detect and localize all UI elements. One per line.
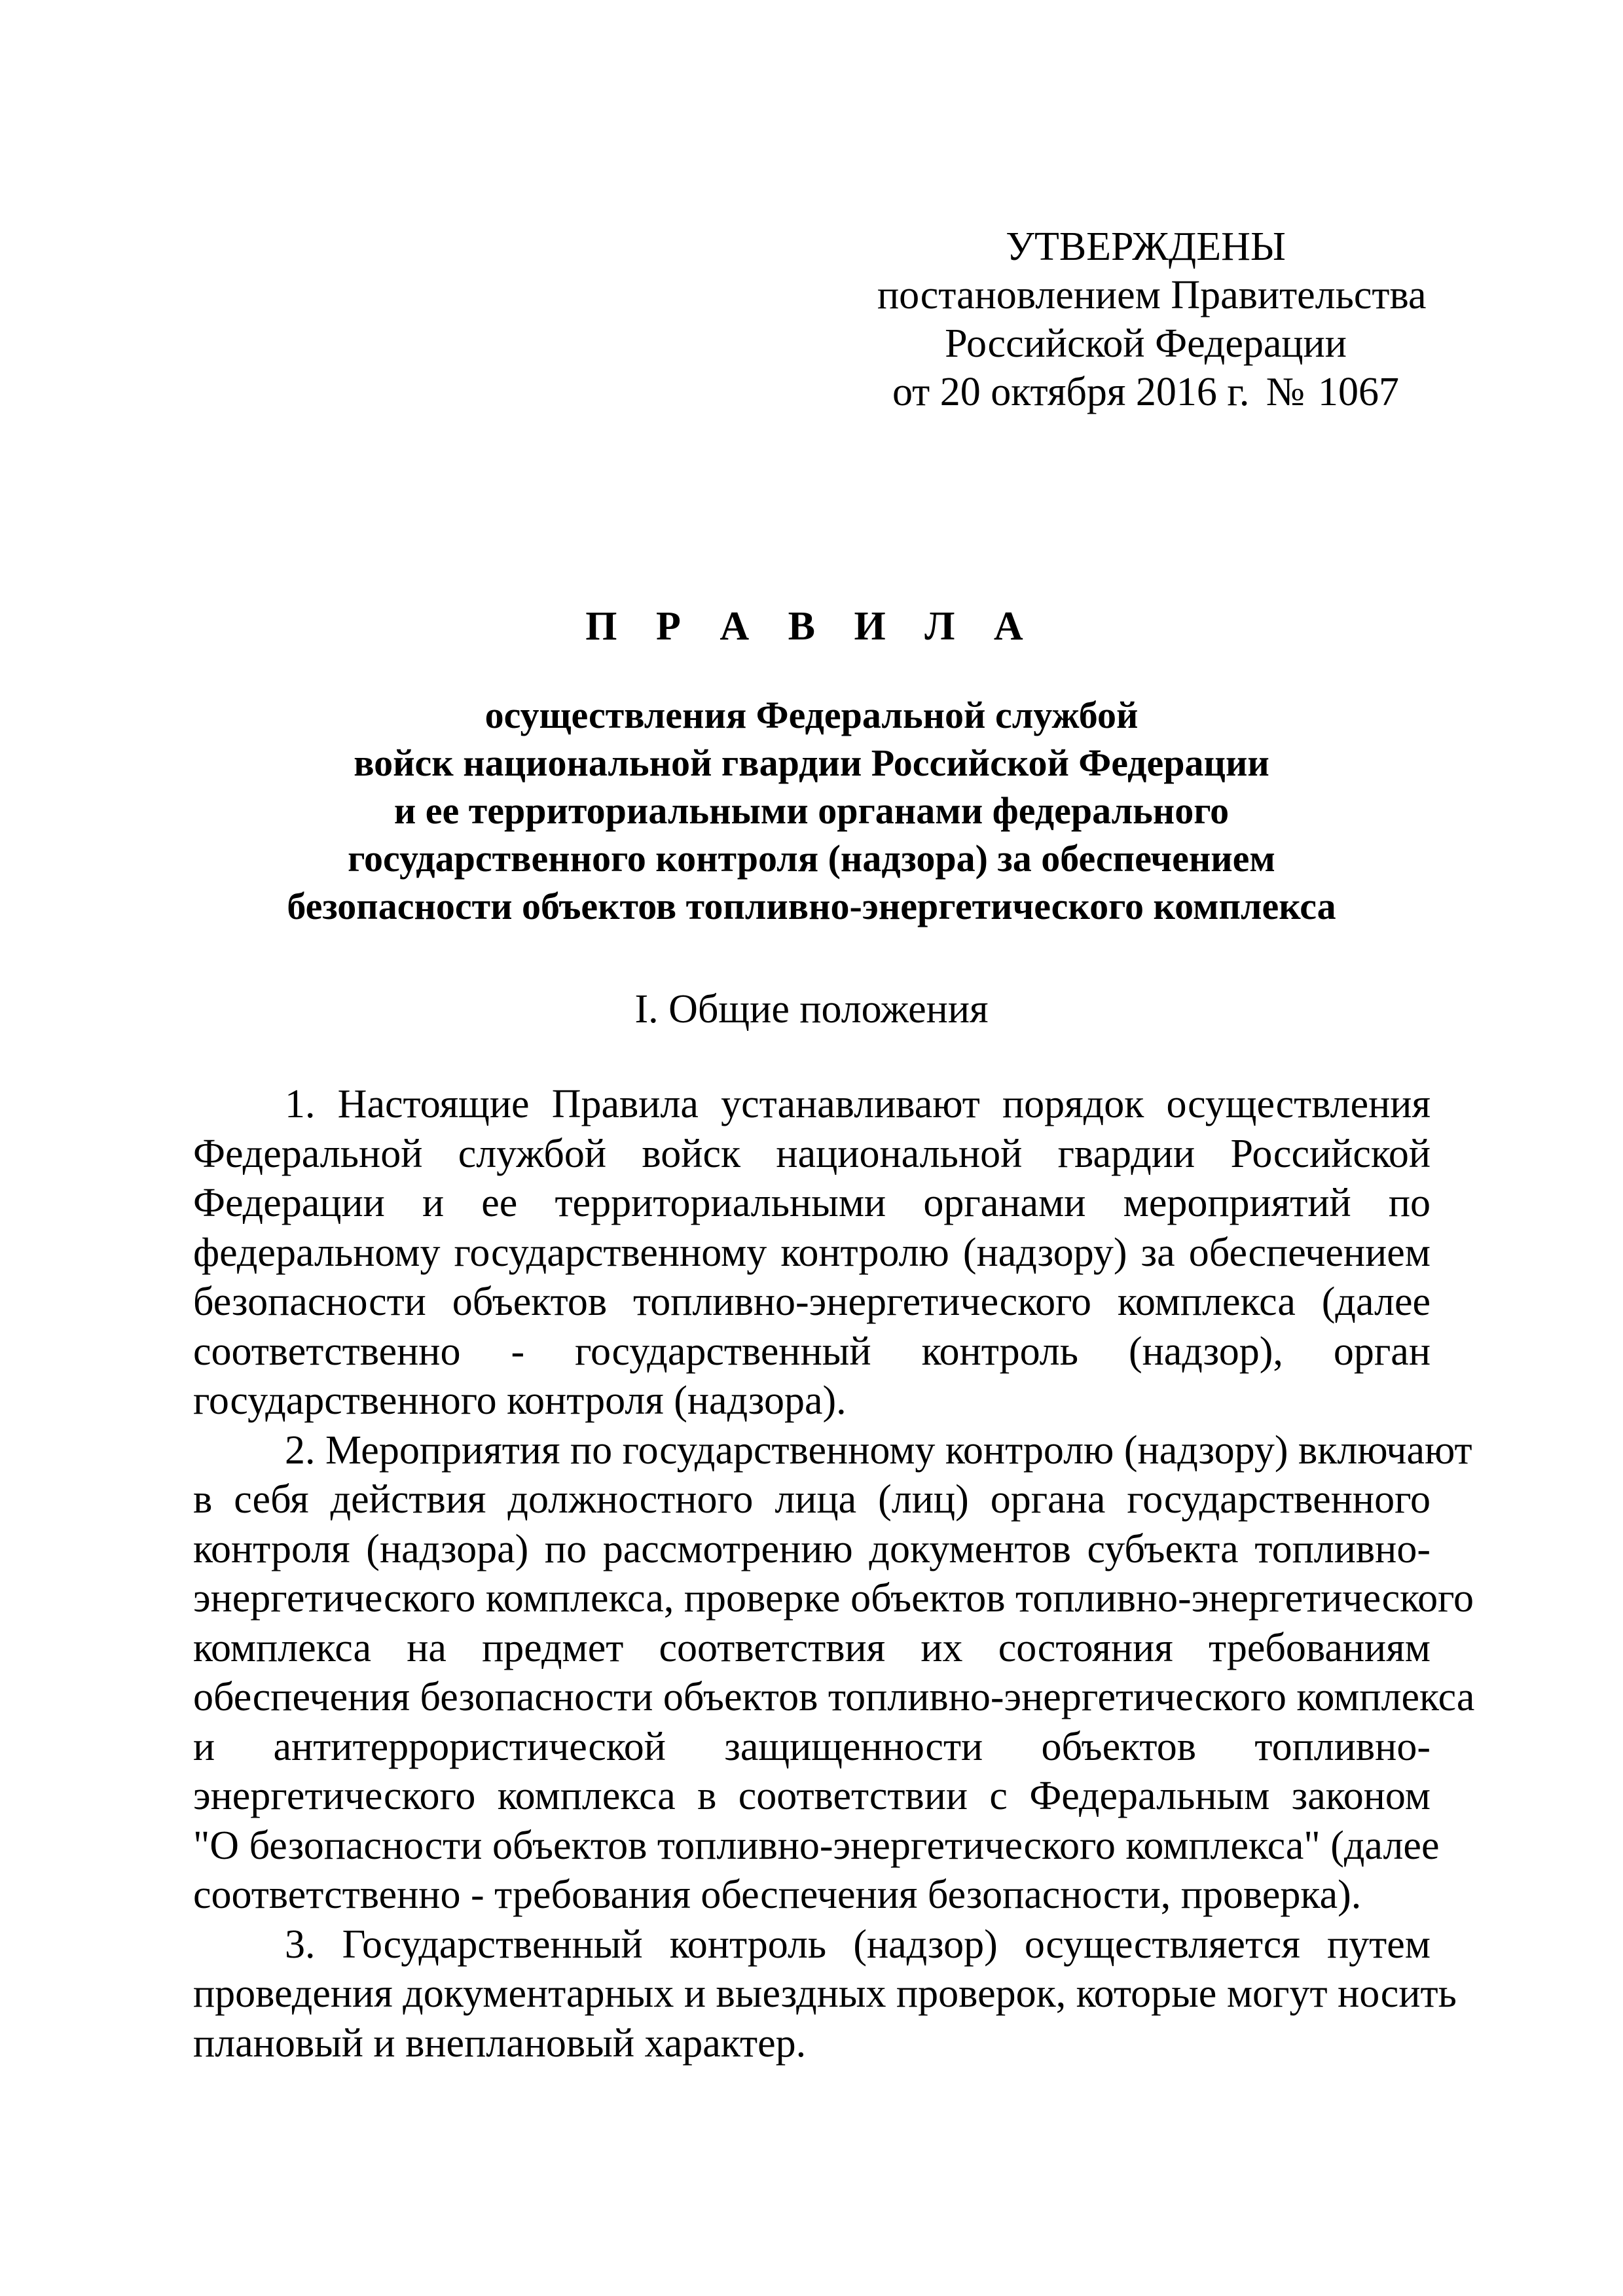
text-line: контроля (надзора) по рассмотрению документов субъекта топливно- [193,1526,1431,1571]
text-line: соответственно - государственный контроль (надзор), орган [193,1329,1431,1374]
approval-date-line [877,368,1414,416]
text-line: государственного контроля (надзора). [193,1378,847,1423]
text-line: безопасности объектов топливно-энергетического комплекса (далее [193,1280,1431,1324]
approval-line-2: Российской Федерации [945,321,1347,366]
subtitle-line: и ее территориальными органами федерального [393,789,1230,832]
approval-title: УТВЕРЖДЕНЫ [1006,224,1286,269]
paragraph-1 [193,1080,1431,1426]
text-line: Федеральной службой войск национальной гвардии Российской [193,1131,1431,1176]
text-line: в себя действия должностного лица (лиц) органа государственного [193,1477,1431,1522]
paragraph-3 [193,1920,1457,2069]
section-heading: I. Общие положения [634,987,989,1031]
approval-date: от 20 октября 2016 г. [892,370,1250,414]
text-line: федеральному государственному контролю (надзору) за обеспечением [193,1230,1431,1275]
subtitle-line: государственного контроля (надзора) за обеспечением [348,837,1275,880]
subtitle-line: безопасности объектов топливно-энергетического комплекса [287,885,1336,927]
document-title-block [0,602,1623,930]
text-line: Федерации и ее территориальными органами мероприятий по [193,1181,1431,1225]
approval-block [877,223,1427,416]
text-line: энергетического комплекса в соответствии с Федеральным законом [193,1774,1431,1818]
approval-number: 1067 [1318,370,1400,414]
approval-line-1: постановлением Правительства [877,273,1427,317]
text-line: энергетического комплекса, проверке объектов топливно-энергетического [193,1576,1474,1621]
subtitle-line: осуществления Федеральной службой [484,694,1139,736]
text-line: комплекса на предмет соответствия их состояния требованиям [193,1625,1431,1670]
text-line: 1. Настоящие Правила устанавливают порядок осуществления [285,1082,1431,1126]
paragraph-2 [193,1426,1475,1920]
text-line: 3. Государственный контроль (надзор) осуществляется путем [285,1922,1431,1967]
text-line: и антитеррористической защищенности объектов топливно- [193,1724,1431,1769]
text-line: соответственно - требования обеспечения безопасности, проверка). [193,1873,1362,1917]
body-text [193,1080,1475,2068]
number-sign: № [1266,370,1305,414]
text-line: обеспечения безопасности объектов топливно-энергетического комплекса [193,1675,1475,1719]
document-title: П Р А В И Л А [585,604,1038,649]
text-line: 2. Мероприятия по государственному контролю (надзору) включают [285,1427,1472,1473]
text-line: плановый и внеплановый характер. [193,2020,807,2066]
subtitle-line: войск национальной гвардии Российской Федерации [354,742,1269,784]
text-line: "О безопасности объектов топливно-энергетического комплекса" (далее [193,1823,1440,1868]
text-line: проведения документарных и выездных проверок, которые могут носить [193,1971,1457,2016]
